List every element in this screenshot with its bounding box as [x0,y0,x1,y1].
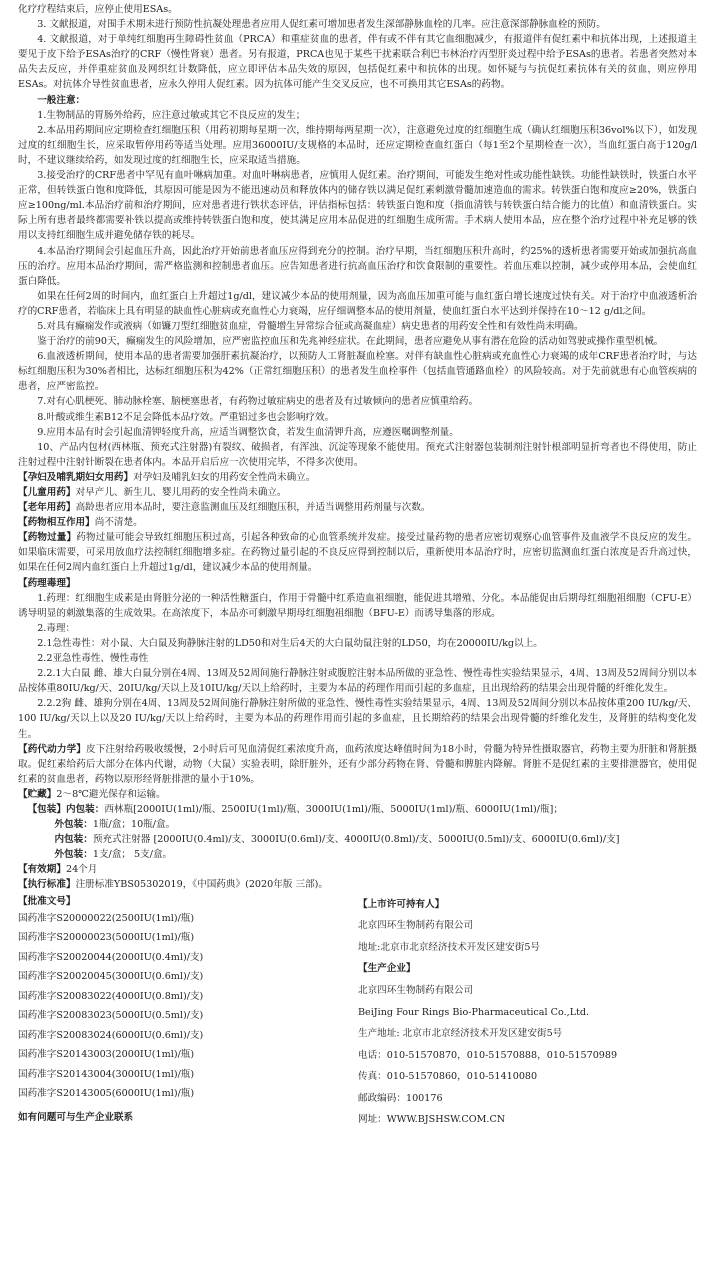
paragraph-prca: 4. 文献报道，对于单纯红细胞再生障碍性贫血（PRCA）和重症贫血的患者，伴有或不伴有其它血细胞减少，有报道伴有促红素中和抗体出现，上述报道主要见于皮下给予ESAs治疗的CRF（慢性肾衰）患者。另有报道，PRCA也见于某些干扰素联合利巴韦林治疗丙型肝炎过程中给予ESAs的患者。若患者突然对本品失去反应，并伴重症贫血及网织红计数降低，应立即评估本品失效的原因，包括促红素中和抗体的出现。如怀疑与与抗促红素抗体有关的贫血，则应停用ESAs。对抗体介导性贫血患者，应永久停用人促红素。因为抗体可能产生交叉反应，也不可换用其它ESAs的药物。 [18,34,697,91]
approval-number: 国药准字S20143003(2000IU(1ml)/瓶) [18,1049,195,1061]
manufacturer-postcode: 邮政编码：100176 [358,1092,443,1104]
approval-number: 国药准字S20000022(2500IU(1ml)/瓶) [18,912,195,924]
general-notes-title: 一般注意： [37,94,86,106]
section-heading: 【药物过量】 [18,532,77,544]
section-interactions [18,515,697,530]
manufacturer-website[interactable]: 网址：WWW.BJSHSW.COM.CN [358,1114,506,1126]
manufacturer-phone: 电话：010-51570870，010-51570888，010-51570989 [358,1049,618,1061]
section-heading: 【执行标准】 [18,879,76,891]
approval-number: 国药准字S20083023(5000IU(0.5ml)/支) [18,1010,204,1022]
section-text: 对孕妇及哺乳妇女的用药安全性尚未确立。 [133,471,316,483]
section-heading: 【贮藏】 [18,788,57,800]
pharm-paragraph: 2.毒理： [37,622,76,634]
general-note-item: 4.本品治疗期间会引起血压升高，因此治疗开始前患者血压应得到充分的控制。治疗早期，当红细胞压积升高时，约25%的透析患者需要开始或加强抗高血压的治疗。应用本品治疗期间，需严格监测和控制患者血压。应告知患者进行抗高血压治疗和饮食限制的重要性。若血压难以控制，减少或停用本品，会使血红蛋白降低。 [18,245,697,287]
holder-address: 地址:北京市北京经济技术开发区建安街5号 [358,941,541,953]
general-note-item: 9.应用本品有时会引起血清钾轻度升高，应适当调整饮食，若发生血清钾升高，应遵医嘱调整剂量。 [37,426,459,438]
section-pediatric [18,485,697,500]
general-note-item: 鉴于治疗的前90天，癫痫发生的风险增加，应严密监控血压和先兆神经症状。在此期间，患者应避免从事有潜在危险的活动如驾驶或操作重型机械。 [37,336,664,348]
package-row [18,847,697,862]
package-row [18,817,697,832]
section-heading: 【儿童用药】 [18,487,76,498]
section-text: 高龄患者应用本品时，要注意监测血压及红细胞压积，并适当调整用药剂量与次数。 [75,502,431,514]
pharm-paragraph: 2.2.2狗 雌、雄狗分别在4周、13周及52周间施行静脉注射所做的亚急性、慢性毒性实验结果显示，4周、13周及52周间分别以本品按体重200 IU/kg/天、100 IU/kg/天以上以及20 IU/kg/天以上给药时，主要为本品的药理作用而引起的多血症，且长期给药的结果会出现骨髓的纤维化发生，及肾脏的结构变化发生。 [18,698,697,740]
section-text: 尚不清楚。 [94,517,143,529]
package-row [18,832,697,847]
section-text: 药物过量可能会导致红细胞压积过高，引起各种致命的心血管系统并发症。接受过量药物的患者应密切观察心血管事件及血液学不良反应的发生。如果临床需要，可采用放血疗法控制红细胞增多症。在药物过量引起的不良反应得到控制以后，重新使用本品治疗时，应密切监测血红蛋白浓度是否升高过快，如果在任何2周内血红蛋白上升超过1g/dl，建议减少本品的使用剂量。 [18,532,698,574]
approval-column [18,894,348,1132]
general-note-item: 1.生物制品的胃肠外给药，应注意过敏或其它不良反应的发生； [37,109,306,121]
section-geriatric [18,500,697,515]
section-shelf-life [18,862,697,877]
section-pharmacology-toxicology [18,576,697,591]
section-heading: 【有效期】 [18,864,66,876]
package-value: 西林瓶[2000IU(1ml)/瓶、2500IU(1ml)/瓶、3000IU(1ml)/瓶、5000IU(1ml)/瓶、6000IU(1ml)/瓶]； [104,803,563,815]
manufacturer-address: 生产地址: 北京市北京经济技术开发区建安街5号 [358,1028,563,1040]
section-text: 2～8℃避光保存和运输。 [56,788,166,800]
manufacturer-name-en: BeiJing Four Rings Bio-Pharmaceutical Co.,Ltd. [358,1006,590,1018]
section-standard [18,877,697,892]
general-note-item: 6.血液透析期间，使用本品的患者需要加强肝素抗凝治疗，以预防人工肾脏凝血栓塞。对伴有缺血性心脏病或充血性心力衰竭的成年CRF患者治疗时，与达标红细胞压积为30%者相比，达标红细胞压积为42%（正常红细胞压积）的患者发生血栓事件（包括血管通路血栓）的风险较高。对于先前就患有心血管疾病的患者，应严密监控。 [18,351,697,393]
general-note-item: 10、产品内包材(西林瓶、预充式注射器)有裂纹、破损者，有浑浊、沉淀等现象不能使用。预充式注射器包装制剂注射针根部明显折弯者也不得使用，防止注射过程中注射针断裂在患者体内。本品开启后应一次使用完毕，不得多次使用。 [18,441,697,468]
pharm-paragraph: 1.药理：红细胞生成素是由肾脏分泌的一种活性糖蛋白，作用于骨髓中红系造血祖细胞，能促进其增殖、分化。本品能促由后期母红细胞祖细胞（CFU-E）诱导明显的刺激集落的生成效果。在高浓度下，本品亦可刺激早期母红细胞祖细胞（BFU-E）而诱导集落的形成。 [18,592,697,619]
section-heading: 【药理毒理】 [18,577,76,589]
holder-heading: 【上市许可持有人】 [358,898,445,910]
general-note-item: 8.叶酸或维生素B12不足会降低本品疗效。严重铝过多也会影响疗效。 [37,411,335,423]
approval-number: 国药准字S20020044(2000IU(0.4ml)/支) [18,951,204,963]
package-heading: 【包装】内包装： [27,803,105,815]
pharm-paragraph: 2.2.1大白鼠 雌、雄大白鼠分别在4周、13周及52周间施行静脉注射或腹腔注射本品所做的亚急性、慢性毒性实验结果显示，4周、13周及52周间分别以本品按体重80IU/kg/天、20IU/kg/天以上及10IU/kg/天以上给药时，主要为本品的药理作用而引起的多血症，且出现给药的结果会出现骨髓的纤维化发生。 [18,668,697,695]
holder-name: 北京四环生物制药有限公司 [358,920,474,932]
section-heading: 【药物相互作用】 [18,517,95,529]
general-note-item: 2.本品用药期间应定期检查红细胞压积（用药初期每星期一次，维持期每两星期一次），注意避免过度的红细胞生成（确认红细胞压积36vol%以下），如发现过度的红细胞生长，应采取暂停用药等适当处理。应用36000IU/支规格的本品时，还应定期检查血红蛋白（每1至2个星期检查一次），当血红蛋白高于120g/l时，不建议继续给药，如发现过度的红细胞生长，应采取适当措施。 [18,124,697,166]
approval-number: 国药准字S20143005(6000IU(1ml)/瓶) [18,1088,195,1100]
approval-number: 国药准字S20020045(3000IU(0.6ml)/支) [18,971,204,983]
manufacturer-fax: 传真：010-51570860，010-51410080 [358,1071,538,1083]
general-note-item: 如果在任何2周的时间内，血红蛋白上升超过1g/dl，建议减少本品的使用剂量，因为高血压加重可能与血红蛋白增长速度过快有关。对于治疗中血液透析治疗的CRF患者，若临床上具有明显的缺血性心脏病或充血性心力衰竭，应仔细调整本品的使用剂量，使血红蛋白水平达到并保持在10～12 g/dl之间。 [18,290,697,317]
package-key: 内包装： [54,834,93,846]
bottom-columns [18,894,697,1132]
paragraph-esa-stop: 化疗疗程结束后，应停止使用ESAs。 [18,4,178,15]
general-note-item: 3.接受治疗的CRF患者中罕见有血叶啉病加重。对血叶啉病患者，应慎用人促红素。治疗期间，可能发生绝对性或功能性缺铁。功能性缺铁时，铁蛋白水平正常，但转铁蛋白饱和度降低，其原因可能是因为不能迅速动员和释放体内的储存铁以满足促红素刺激骨髓加速造血的需求。转铁蛋白饱和度应≥20%，铁蛋白应≥100ng/ml.本品治疗前和治疗期间，应对患者进行铁状态评估，评估指标包括：转铁蛋白饱和度（指血清铁与转铁蛋白结合能力的比值）和血清铁蛋白。实际上所有患者最终都需要补铁以提高或维持转铁蛋白饱和度，使其满足应用本品促进的红细胞生成所需。手术病人使用本品，应在整个治疗过程中补充足够的铁用以支持红细胞生成并避免储存铁的耗尽。 [18,170,697,242]
general-note-item: 7.对有心肌梗死、肺动脉栓塞、脑梗塞患者，有药物过敏症病史的患者及有过敏倾向的患者应慎重给药。 [37,396,479,408]
section-heading: 【药代动力学】 [18,743,86,755]
package-key: 外包装： [54,849,93,861]
contact-note: 如有问题可与生产企业联系 [18,1111,134,1123]
approval-number: 国药准字S20083022(4000IU(0.8ml)/支) [18,990,204,1002]
package-row [18,802,697,817]
section-text: 对早产儿、新生儿、婴儿用药的安全性尚未确立。 [75,487,287,498]
section-heading: 【孕妇及哺乳期妇女用药】 [18,471,134,483]
manufacturer-heading: 【生产企业】 [358,963,416,975]
section-overdose [18,530,697,575]
section-text: 注册标准YBS05302019，《中国药典》(2020年版 三部)。 [75,879,328,891]
pharm-paragraph: 2.1急性毒性：对小鼠、大白鼠及狗静脉注射的LD50和对生后4天的大白鼠幼鼠注射的LD50，均在20000IU/kg以上。 [37,637,543,649]
section-pharmacokinetics [18,742,697,787]
approval-number: 国药准字S20083024(6000IU(0.6ml)/支) [18,1029,204,1041]
section-storage [18,787,697,802]
general-note-item: 5.对具有癫痫发作或液病（如镰刀型红细胞贫血症，骨髓增生异常综合征或高凝血症）病史患者的用药安全性和有效性尚未明确。 [37,320,584,332]
approval-heading: 【批准文号】 [18,895,76,907]
section-pregnancy [18,470,697,485]
approval-number: 国药准字S20000023(5000IU(1ml)/瓶) [18,932,195,944]
pharm-paragraph: 2.2亚急性毒性、慢性毒性 [37,653,149,665]
manufacturer-name: 北京四环生物制药有限公司 [358,984,474,996]
section-heading: 【老年用药】 [18,502,76,514]
section-text: 皮下注射给药吸收缓慢，2小时后可见血清促红素浓度升高，血药浓度达峰值时间为18小时，骨髓为特异性摄取器官，药物主要为肝脏和肾脏摄取。促红素给药后大部分在体内代谢，动物（大鼠）实验表明，除肝脏外，还有少部分药物在肾、骨髓和脾脏内降解。肾脏不是促红素的主要排泄器官，使用促红素的贫血患者，药物以原形经肾脏排泄的量小于10%。 [18,743,697,785]
package-key: 外包装： [54,819,93,831]
approval-number: 国药准字S20143004(3000IU(1ml)/瓶) [18,1068,195,1080]
package-value: 1支/盒； 5支/盒。 [92,849,173,861]
package-value: 预充式注射器 [2000IU(0.4ml)/支、3000IU(0.6ml)/支、4000IU(0.8ml)/支、5000IU(0.5ml)/支、6000IU(0.6ml)/支] [92,834,620,846]
paragraph-dvt: 3. 文献报道，对围手术期未进行预防性抗凝处理患者应用人促红素可增加患者发生深部静脉血栓的几率。应注意深部静脉血栓的预防。 [37,19,606,31]
company-column [348,894,703,1132]
package-value: 1瓶/盒；10瓶/盒。 [92,819,176,831]
section-text: 24个月 [65,864,98,876]
